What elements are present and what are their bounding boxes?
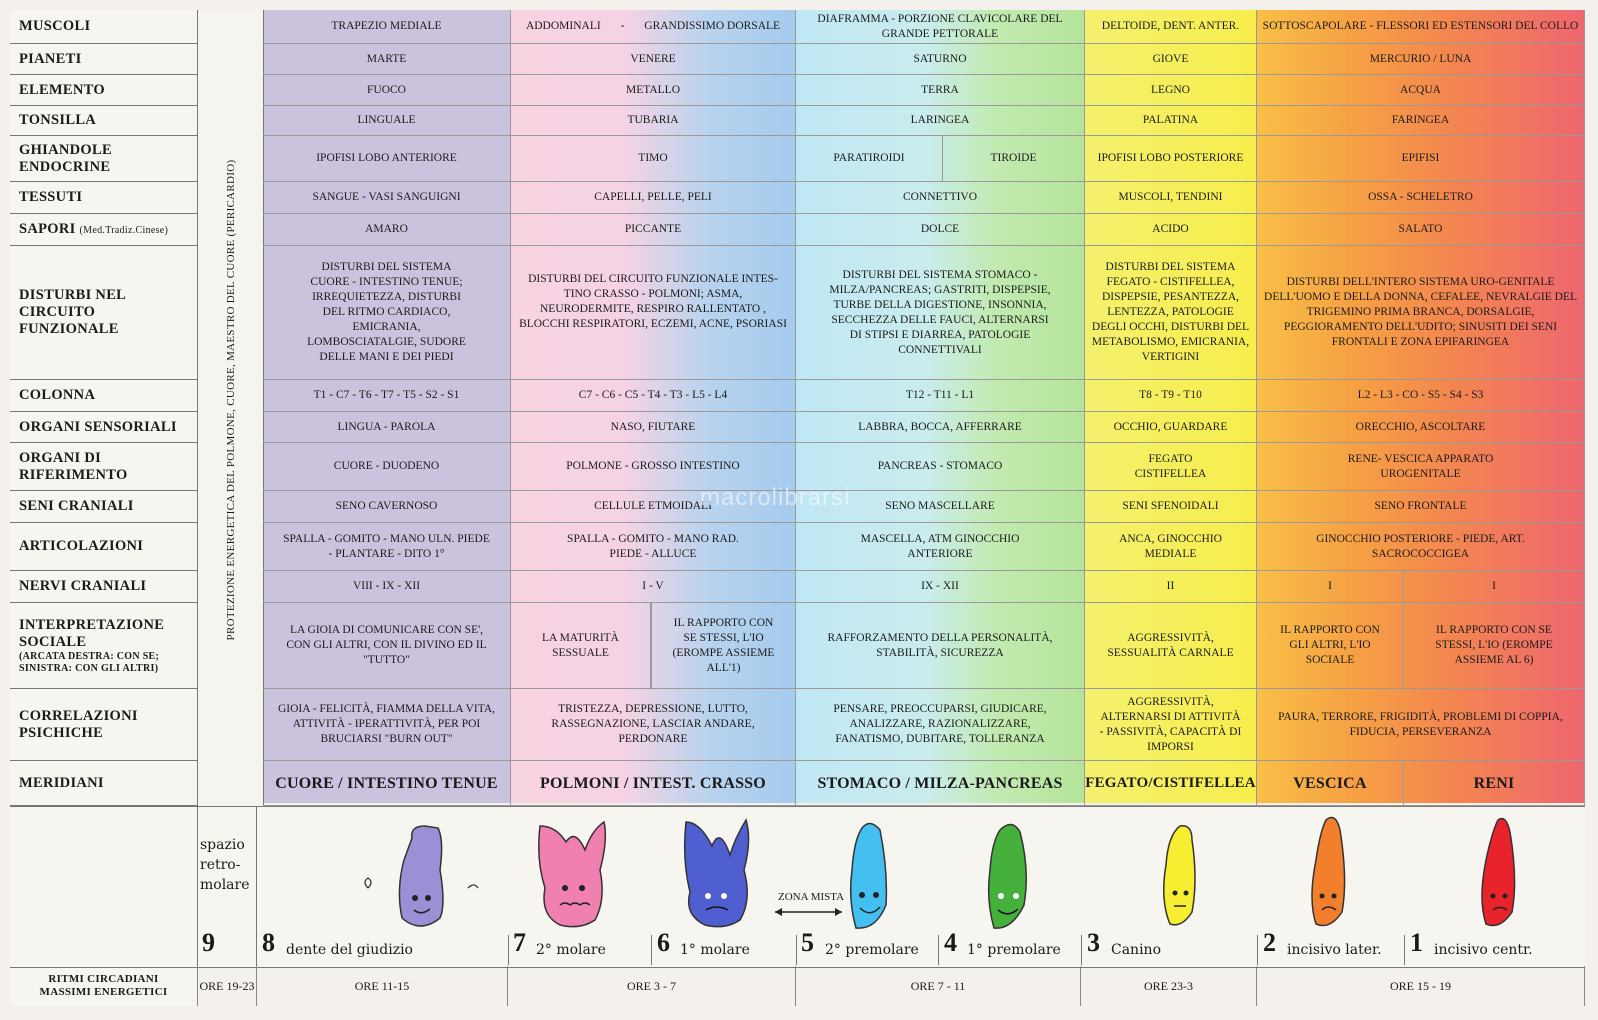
- sapori-cell: ACIDO: [1085, 214, 1257, 246]
- elemento-cell: TERRA: [796, 75, 1085, 106]
- articolazioni-cell: GINOCCHIO POSTERIORE - PIEDE, ART. SACROCOCCIGEA: [1257, 523, 1585, 571]
- label-ritmi: RITMI CIRCADIANI MASSIMI ENERGETICI: [10, 966, 197, 1006]
- label-meridiani: MERIDIANI: [10, 761, 197, 806]
- seni-cell: SENO MASCELLARE: [796, 491, 1085, 523]
- elemento-cell: LEGNO: [1085, 75, 1257, 106]
- pianeti-cell: SATURNO: [796, 44, 1085, 75]
- tooth-label: 2° molare: [536, 942, 606, 958]
- ghiandole-cell: IPOFISI LOBO ANTERIORE: [263, 136, 511, 182]
- nervi-cell: IX - XII: [796, 571, 1085, 603]
- tooth-separator: [1081, 935, 1082, 965]
- organi-sensoriali-cell: NASO, FIUTARE: [511, 412, 796, 443]
- meridiano-cell: CUORE / INTESTINO TENUE: [263, 761, 511, 806]
- tooth-label: dente del giudizio: [286, 942, 413, 958]
- pianeti-cell: MARTE: [263, 44, 511, 75]
- colonna-cell: T8 - T9 - T10: [1085, 380, 1257, 412]
- seni-cell: SENI SFENOIDALI: [1085, 491, 1257, 523]
- ghiandole-cell: TIMO: [511, 136, 796, 182]
- interp-cell: RAFFORZAMENTO DELLA PERSONALITÀ, STABILITÀ, SICUREZZA: [796, 603, 1085, 689]
- tooth-label: 1° premolare: [967, 942, 1061, 958]
- tooth-number: 5: [801, 928, 814, 957]
- interp-cell: LA GIOIA DI COMUNICARE CON SE', CON GLI ALTRI, CON IL DIVINO ED IL "TUTTO": [263, 603, 511, 689]
- nervi-cell: I: [1404, 571, 1585, 603]
- corr-cell: PAURA, TERRORE, FRIGIDITÀ, PROBLEMI DI COPPIA, FIDUCIA, PERSEVERANZA: [1257, 689, 1585, 761]
- ore-cell: ORE 15 - 19: [1257, 966, 1585, 1006]
- nervi-cell: I: [1257, 571, 1404, 603]
- seni-cell: SENO FRONTALE: [1257, 491, 1585, 523]
- ghiandole-cell: TIROIDE: [943, 136, 1085, 182]
- tooth-separator: [1404, 935, 1405, 965]
- spazio-line: spazio: [200, 837, 245, 853]
- ore-cell: ORE 3 - 7: [508, 966, 796, 1006]
- pianeti-cell: GIOVE: [1085, 44, 1257, 75]
- muscoli-cell: SOTTOSCAPOLARE - FLESSORI ED ESTENSORI DEL COLLO: [1257, 10, 1585, 44]
- pericardio-vertical-text: PROTEZIONE ENERGETICA DEL POLMONE, CUORE, MAESTRO DEL CUORE (PERICARDIO): [225, 159, 237, 641]
- muscoli-cell: DELTOIDE, DENT. ANTER.: [1085, 10, 1257, 44]
- meridiano-cell: POLMONI / INTEST. CRASSO: [511, 761, 796, 806]
- label-ghiandole: GHIANDOLE ENDOCRINE: [10, 136, 197, 182]
- organi-sensoriali-cell: OCCHIO, GUARDARE: [1085, 412, 1257, 443]
- interp-cell: AGGRESSIVITÀ, SESSUALITÀ CARNALE: [1085, 603, 1257, 689]
- ore-cell: ORE 11-15: [257, 966, 508, 1006]
- tooth-number: 6: [657, 928, 670, 957]
- tooth-number: 4: [944, 928, 957, 957]
- spazio-retromolare: [200, 835, 254, 895]
- label-colonna: COLONNA: [10, 380, 197, 412]
- interp-cell: LA MATURITÀ SESSUALE: [511, 603, 651, 689]
- label-seni-craniali: SENI CRANIALI: [10, 491, 197, 523]
- meridiano-cell: STOMACO / MILZA-PANCREAS: [796, 761, 1085, 806]
- meridiano-cell: RENI: [1404, 761, 1585, 806]
- tooth-number: 3: [1087, 928, 1100, 957]
- organi-riferimento-cell: RENE- VESCICA APPARATO UROGENITALE: [1257, 443, 1585, 491]
- elemento-cell: METALLO: [511, 75, 796, 106]
- organi-sensoriali-cell: LABBRA, BOCCA, AFFERRARE: [796, 412, 1085, 443]
- teeth-row-divider: [256, 806, 257, 966]
- label-tonsilla: TONSILLA: [10, 106, 197, 136]
- tessuti-cell: MUSCOLI, TENDINI: [1085, 182, 1257, 214]
- nervi-cell: I - V: [511, 571, 796, 603]
- ghiandole-cell: EPIFISI: [1257, 136, 1585, 182]
- spazio-line: retro-: [200, 857, 241, 873]
- tonsilla-cell: TUBARIA: [511, 106, 796, 136]
- tooth-separator: [796, 935, 797, 965]
- zona-mista-label: ZONA MISTA: [778, 891, 845, 903]
- interp-cell: IL RAPPORTO CON SE STESSI, L'IO (EROMPE ASSIEME AL 6): [1404, 603, 1585, 689]
- interp-cell: IL RAPPORTO CON GLI ALTRI, L'IO SOCIALE: [1257, 603, 1404, 689]
- colonna-cell: T12 - T11 - L1: [796, 380, 1085, 412]
- articolazioni-cell: MASCELLA, ATM GINOCCHIO ANTERIORE: [796, 523, 1085, 571]
- tooth-separator: [938, 935, 939, 965]
- tonsilla-cell: LINGUALE: [263, 106, 511, 136]
- tooth-label: incisivo centr.: [1434, 942, 1533, 958]
- tooth-separator: [508, 935, 509, 965]
- watermark-logo: macrolibrarsi: [700, 484, 851, 511]
- elemento-cell: FUOCO: [263, 75, 511, 106]
- organi-riferimento-cell: PANCREAS - STOMACO: [796, 443, 1085, 491]
- disturbi-cell: DISTURBI DELL'INTERO SISTEMA URO-GENITALE DELL'UOMO E DELLA DONNA, CEFALEE, NEVRALGIE DEL TRIGEMINO PRIMA BRANCA, DORSALGIE, PEGGIORAMENTO DELL'UDITO; SINUSITI DEI SENI FRONTALI E ZONA EPIFARINGEA: [1257, 246, 1585, 380]
- tooth-separator: [651, 935, 652, 965]
- seni-cell: CELLULE ETMOIDALI: [511, 491, 796, 523]
- elemento-cell: ACQUA: [1257, 75, 1585, 106]
- tessuti-cell: CONNETTIVO: [796, 182, 1085, 214]
- sapori-cell: SALATO: [1257, 214, 1585, 246]
- tessuti-cell: SANGUE - VASI SANGUIGNI: [263, 182, 511, 214]
- organi-sensoriali-cell: LINGUA - PAROLA: [263, 412, 511, 443]
- organi-riferimento-cell: POLMONE - GROSSO INTESTINO: [511, 443, 796, 491]
- disturbi-cell: DISTURBI DEL CIRCUITO FUNZIONALE INTES-TINO CRASSO - POLMONI; ASMA, NEURODERMITE, RESPIRO RALLENTATO , BLOCCHI RESPIRATORI, ECZEMI, ACNE, PSORIASI: [511, 246, 796, 380]
- label-nervi: NERVI CRANIALI: [10, 571, 197, 603]
- pianeti-cell: MERCURIO / LUNA: [1257, 44, 1585, 75]
- tooth-number: 7: [513, 928, 526, 957]
- muscoli-cell: DIAFRAMMA - PORZIONE CLAVICOLARE DEL GRANDE PETTORALE: [796, 10, 1085, 44]
- articolazioni-cell: SPALLA - GOMITO - MANO ULN. PIEDE - PLANTARE - DITO 1°: [263, 523, 511, 571]
- tonsilla-cell: FARINGEA: [1257, 106, 1585, 136]
- tessuti-cell: OSSA - SCHELETRO: [1257, 182, 1585, 214]
- tooth-number: 2: [1263, 928, 1276, 957]
- label-organi-riferimento: ORGANI DI RIFERIMENTO: [10, 443, 197, 491]
- meridiano-cell: VESCICA: [1257, 761, 1404, 806]
- corr-cell: PENSARE, PREOCCUPARSI, GIUDICARE, ANALIZZARE, RAZIONALIZZARE, FANATISMO, DUBITARE, TOLLERANZA: [796, 689, 1085, 761]
- interp-cell: IL RAPPORTO CON SE STESSI, L'IO (EROMPE ASSIEME ALL'1): [651, 603, 796, 689]
- muscoli-cell: TRAPEZIO MEDIALE: [263, 10, 511, 44]
- seni-cell: SENO CAVERNOSO: [263, 491, 511, 523]
- articolazioni-cell: ANCA, GINOCCHIO MEDIALE: [1085, 523, 1257, 571]
- ore-cell: ORE 19-23: [197, 966, 257, 1006]
- label-disturbi: DISTURBI NEL CIRCUITO FUNZIONALE: [10, 246, 197, 380]
- articolazioni-cell: SPALLA - GOMITO - MANO RAD. PIEDE - ALLUCE: [511, 523, 796, 571]
- label-tessuti: TESSUTI: [10, 182, 197, 214]
- teeth-row-divider: [197, 806, 198, 966]
- tooth-label: incisivo later.: [1287, 942, 1382, 958]
- ore-cell: ORE 7 - 11: [796, 966, 1081, 1006]
- label-pianeti: PIANETI: [10, 44, 197, 75]
- meridiano-cell: FEGATO/CISTIFELLEA: [1085, 761, 1257, 806]
- ghiandole-cell: IPOFISI LOBO POSTERIORE: [1085, 136, 1257, 182]
- tooth-label: 2° premolare: [825, 942, 919, 958]
- colonna-cell: L2 - L3 - CO - S5 - S4 - S3: [1257, 380, 1585, 412]
- muscoli-cell: ADDOMINALI - GRANDISSIMO DORSALE: [511, 10, 796, 44]
- pianeti-cell: VENERE: [511, 44, 796, 75]
- ghiandole-cell: PARATIROIDI: [796, 136, 943, 182]
- corr-cell: TRISTEZZA, DEPRESSIONE, LUTTO, RASSEGNAZIONE, LASCIAR ANDARE, PERDONARE: [511, 689, 796, 761]
- ore-cell: ORE 23-3: [1081, 966, 1257, 1006]
- tooth-label: Canino: [1111, 942, 1161, 958]
- sapori-cell: AMARO: [263, 214, 511, 246]
- label-muscoli: MUSCOLI: [10, 10, 197, 44]
- corr-cell: GIOIA - FELICITÀ, FIAMMA DELLA VITA, ATTIVITÀ - IPERATTIVITÀ, PER POI BRUCIARSI "BURN OUT": [263, 689, 511, 761]
- label-organi-sensoriali: ORGANI SENSORIALI: [10, 412, 197, 443]
- sapori-cell: DOLCE: [796, 214, 1085, 246]
- label-sapori: SAPORI (Med.Tradiz.Cinese): [10, 214, 197, 246]
- disturbi-cell: DISTURBI DEL SISTEMA FEGATO - CISTIFELLEA, DISPEPSIE, PESANTEZZA, LENTEZZA, PATOLOGIE DEGLI OCCHI, DISTURBI DEL METABOLISMO, EMICRANIA, VERTIGINI: [1085, 246, 1257, 380]
- nervi-cell: II: [1085, 571, 1257, 603]
- organi-riferimento-cell: CUORE - DUODENO: [263, 443, 511, 491]
- label-elemento: ELEMENTO: [10, 75, 197, 106]
- spazio-line: molare: [200, 877, 250, 893]
- label-articolazioni: ARTICOLAZIONI: [10, 523, 197, 571]
- tooth-number: 1: [1410, 928, 1423, 957]
- organi-riferimento-cell: FEGATO CISTIFELLEA: [1085, 443, 1257, 491]
- tooth-separator: [1257, 935, 1258, 965]
- tooth-number: 8: [262, 928, 275, 957]
- organi-sensoriali-cell: ORECCHIO, ASCOLTARE: [1257, 412, 1585, 443]
- tessuti-cell: CAPELLI, PELLE, PELI: [511, 182, 796, 214]
- colonna-cell: T1 - C7 - T6 - T7 - T5 - S2 - S1: [263, 380, 511, 412]
- tooth-label: 1° molare: [680, 942, 750, 958]
- disturbi-cell: DISTURBI DEL SISTEMA CUORE - INTESTINO TENUE; IRREQUIETEZZA, DISTURBI DEL RITMO CARDIACO, EMICRANIA, LOMBOSCIATALGIE, SUDORE DELLE MANI E DEI PIEDI: [263, 246, 511, 380]
- tonsilla-cell: LARINGEA: [796, 106, 1085, 136]
- label-interpretazione: INTERPRETAZIONE SOCIALE (ARCATA DESTRA: CON SE; SINISTRA: CON GLI ALTRI): [10, 603, 197, 689]
- tooth-number: 9: [202, 928, 215, 957]
- sapori-cell: PICCANTE: [511, 214, 796, 246]
- nervi-cell: VIII - IX - XII: [263, 571, 511, 603]
- disturbi-cell: DISTURBI DEL SISTEMA STOMACO - MILZA/PANCREAS; GASTRITI, DISPEPSIE, TURBE DELLA DIGESTIONE, INSONNIA, SECCHEZZA DELLE FAUCI, ALTERNARSI DI STIPSI E DIARREA, PATOLOGIE CONNETTIVALI: [796, 246, 1085, 380]
- tonsilla-cell: PALATINA: [1085, 106, 1257, 136]
- corr-cell: AGGRESSIVITÀ, ALTERNARSI DI ATTIVITÀ - PASSIVITÀ, CAPACITÀ DI IMPORSI: [1085, 689, 1257, 761]
- colonna-cell: C7 - C6 - C5 - T4 - T3 - L5 - L4: [511, 380, 796, 412]
- label-correlazioni: CORRELAZIONI PSICHICHE: [10, 689, 197, 761]
